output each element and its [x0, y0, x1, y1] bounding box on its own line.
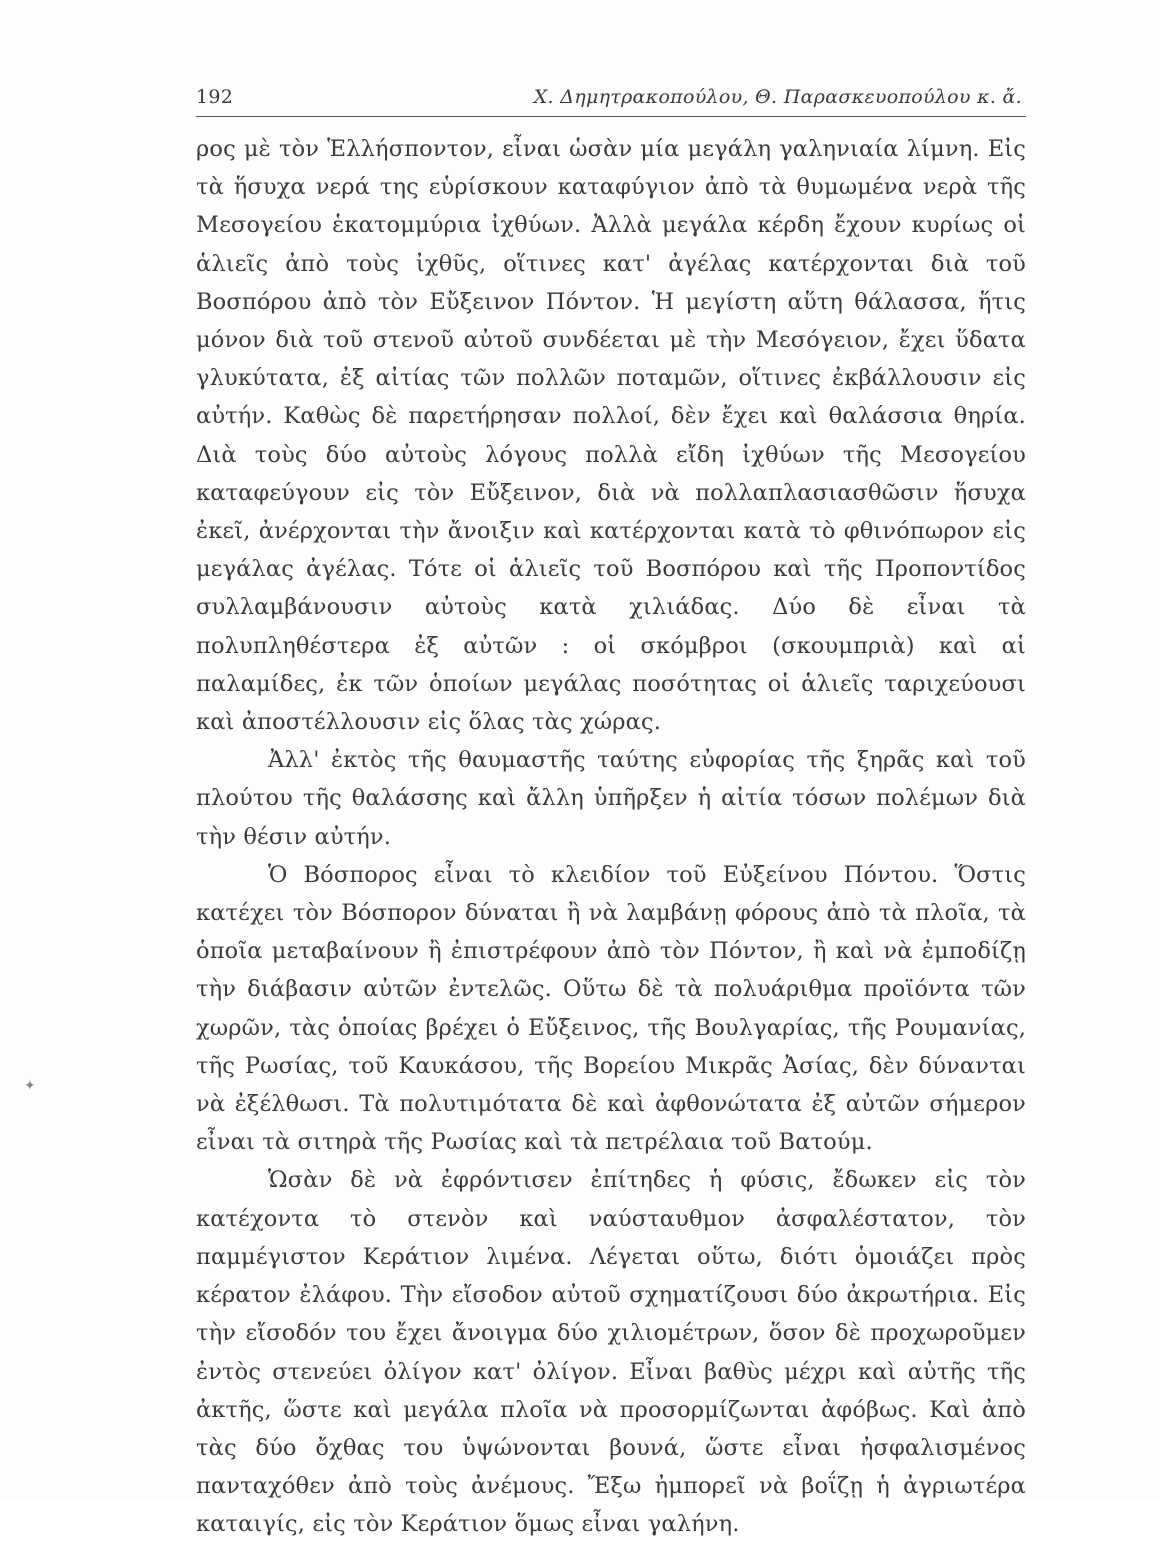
paragraph: Ὁ Βόσπορος εἶναι τὸ κλειδίον τοῦ Εὐξείνου Πόντου. Ὅστις κατέχει τὸν Βόσπορον δύναται ἢ νὰ λαμβάνῃ φόρους ἀπὸ τὰ πλοῖα, τὰ ὁποῖα μεταβαίνουν ἢ ἐπιστρέφουν ἀπὸ τὸν Πόντον, ἢ καὶ νὰ ἐμποδίζῃ τὴν διάβασιν αὐτῶν ἐντελῶς. Οὕτω δὲ τὰ πολυάριθμα προϊόντα τῶν χωρῶν, τὰς ὁποίας βρέχει ὁ Εὔξεινος, τῆς Βουλγαρίας, τῆς Ρουμανίας, τῆς Ρωσίας, τοῦ Καυκάσου, τῆς Βορείου Μικρᾶς Ἀσίας, δὲν δύνανται νὰ ἐξέλθωσι. Τὰ πολυτιμότατα δὲ καὶ ἀφθονώτατα ἐξ αὐτῶν σήμερον εἶναι τὰ σιτηρὰ τῆς Ρωσίας καὶ τὰ πετρέλαια τοῦ Βατούμ. [196, 861, 1026, 1156]
body-text [196, 130, 1026, 1544]
paragraph: ρος μὲ τὸν Ἑλλήσποντον, εἶναι ὡσὰν μία μεγάλη γαληνιαία λίμνη. Εἰς τὰ ἥσυχα νερά της εὑρίσκουν καταφύγιον ἀπὸ τὰ θυμωμένα νερὰ τῆς Μεσογείου ἑκατομμύρια ἰχθύων. Ἀλλὰ μεγάλα κέρδη ἔχουν κυρίως οἱ ἁλιεῖς ἀπὸ τοὺς ἰχθῦς, οἵτινες κατ' ἀγέλας κατέρχονται διὰ τοῦ Βοσπόρου ἀπὸ τὸν Εὔξεινον Πόντον. Ἡ μεγίστη αὕτη θάλασσα, ἥτις μόνον διὰ τοῦ στενοῦ αὐτοῦ συνδέεται μὲ τὴν Μεσόγειον, ἔχει ὕδατα γλυκύτατα, ἐξ αἰτίας τῶν πολλῶν ποταμῶν, οἵτινες ἐκβάλλουσιν εἰς αὐτήν. Καθὼς δὲ παρετήρησαν πολλοί, δὲν ἔχει καὶ θαλάσσια θηρία. Διὰ τοὺς δύο αὐτοὺς λόγους πολλὰ εἴδη ἰχθύων τῆς Μεσογείου καταφεύγουν εἰς τὸν Εὔξεινον, διὰ νὰ πολλαπλασιασθῶσιν ἥσυχα ἐκεῖ, ἀνέρχονται τὴν ἄνοιξιν καὶ κατέρχονται κατὰ τὸ φθινόπωρον εἰς μεγάλας ἀγέλας. Τότε οἱ ἁλιεῖς τοῦ Βοσπόρου καὶ τῆς Προποντίδος συλλαμβάνουσιν αὐτοὺς κατὰ χιλιάδας. Δύο δὲ εἶναι τὰ πολυπληθέστερα ἐξ αὐτῶν : οἱ σκόμβροι (σκουμπριὰ) καὶ αἱ παλαμίδες, ἐκ τῶν ὁποίων μεγάλας ποσότητας οἱ ἁλιεῖς ταριχεύουσι καὶ ἀποστέλλουσιν εἰς ὅλας τὰς χώρας. [196, 136, 1026, 736]
paper-speck-mark: ✦ [24, 1078, 36, 1094]
running-head: Χ. Δημητρακοπούλου, Θ. Παρασκευοπούλου κ. ἄ. [533, 86, 1022, 108]
page-header [196, 86, 1026, 117]
paragraph: Ἀλλ' ἐκτὸς τῆς θαυμαστῆς ταύτης εὐφορίας τῆς ξηρᾶς καὶ τοῦ πλούτου τῆς θαλάσσης καὶ ἄλλη ὑπῆρξεν ἡ αἰτία τόσων πολέμων διὰ τὴν θέσιν αὐτήν. [196, 747, 1026, 850]
page-number: 192 [196, 86, 234, 108]
paragraph: Ὡσὰν δὲ νὰ ἐφρόντισεν ἐπίτηδες ἡ φύσις, ἔδωκεν εἰς τὸν κατέχοντα τὸ στενὸν καὶ ναύσταυθμον ἀσφαλέστατον, τὸν παμμέγιστον Κεράτιον λιμένα. Λέγεται οὕτω, διότι ὁμοιάζει πρὸς κέρατον ἐλάφου. Τὴν εἴσοδον αὐτοῦ σχηματίζουσι δύο ἀκρωτήρια. Εἰς τὴν εἴσοδόν του ἔχει ἄνοιγμα δύο χιλιομέτρων, ὅσον δὲ προχωροῦμεν ἐντὸς στενεύει ὀλίγον κατ' ὀλίγον. Εἶναι βαθὺς μέχρι καὶ αὐτῆς τῆς ἀκτῆς, ὥστε καὶ μεγάλα πλοῖα νὰ προσορμίζωνται ἀφόβως. Καὶ ἀπὸ τὰς δύο ὄχθας του ὑψώνονται βουνά, ὥστε εἶναι ἠσφαλισμένος πανταχόθεν ἀπὸ τοὺς ἀνέμους. Ἔξω ἠμπορεῖ νὰ βοΐζῃ ἡ ἀγριωτέρα καταιγίς, εἰς τὸν Κεράτιον ὅμως εἶναι γαλήνη. [196, 1167, 1026, 1538]
